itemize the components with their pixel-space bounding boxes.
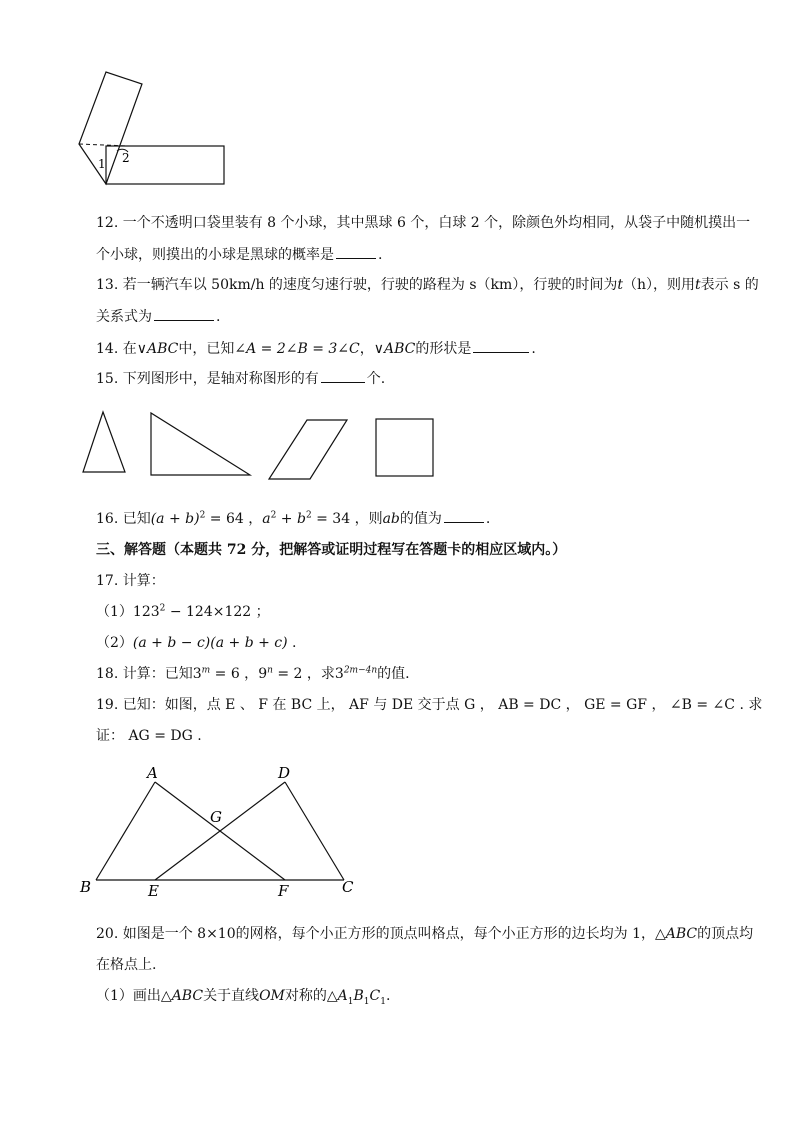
q15-shapes: [78, 408, 440, 480]
q17-title: 17. 计算：: [96, 573, 165, 589]
q18-line: 18. 计算：已知$3^m = 6$ ，$9^n = 2$ ，求$3^{2m-4n}$的值.: [96, 665, 410, 682]
q16-line: 16. 已知$(a + b)^2 = 64$ ，$a^2 + b^2 = 34$ ，则ab的值为 .: [96, 508, 490, 529]
q20-line2: 在格点上.: [96, 957, 157, 973]
label-D: D: [278, 764, 291, 782]
label-C: C: [342, 878, 354, 896]
answer-blank: [321, 368, 365, 383]
q15-line: 15. 下列图形中，是轴对称图形的有 个.: [96, 368, 385, 389]
label-G: G: [210, 808, 222, 826]
q19-line1: 19. 已知：如图，点 E 、 F 在 BC 上， AF 与 DE 交于点 G ， AB = DC ， GE = GF ， ∠B = ∠C . 求: [96, 697, 763, 713]
square: [376, 419, 433, 476]
parallelogram: [269, 420, 347, 479]
q17-part2: （2）(a + b − c)(a + b + c) .: [96, 635, 297, 651]
section-3-heading: 三、解答题（本题共 72 分，把解答或证明过程写在答题卡的相应区域内。）: [96, 542, 567, 558]
segment-AB: [96, 782, 155, 880]
folded-part: [79, 72, 142, 184]
segment-DC: [285, 782, 344, 880]
folded-strip-figure: [70, 66, 240, 192]
answer-blank: [336, 244, 376, 259]
q12-line2: 个小球，则摸出的小球是黑球的概率是 .: [96, 244, 382, 265]
q17-part1: $(1)123^2 - 124\times 122$ ；: [96, 603, 270, 620]
q13-line1: 13. 若一辆汽车以 50km/h 的速度匀速行驶，行驶的路程为 s（km），行驶的时间为t（h），则用t表示 s 的: [96, 277, 759, 293]
isosceles-triangle: [83, 412, 125, 472]
q20-line3: （1）画出△ABC关于直线OM对称的$\triangle A_1B_1C_1$.: [96, 988, 391, 1007]
q12-line1: 12. 一个不透明口袋里装有 8 个小球，其中黑球 6 个，白球 2 个，除颜色外均相同，从袋子中随机摸出一: [96, 215, 751, 231]
label-E: E: [148, 882, 159, 900]
q19-line2: 证： AG = DG .: [96, 728, 202, 744]
q20-line1: 20. 如图是一个 8×10的网格，每个小正方形的顶点叫格点，每个小正方形的边长均为 1，△ABC的顶点均: [96, 926, 754, 942]
q19-triangle-figure: [74, 760, 364, 905]
answer-blank: [444, 508, 484, 523]
answer-blank: [473, 338, 529, 353]
label-A: A: [147, 764, 158, 782]
q14-line: 14. 在∨ABC中，已知∠A = 2∠B = 3∠C，∨ABC的形状是 .: [96, 338, 536, 359]
answer-blank: [154, 306, 214, 321]
angle-label-1: 1: [98, 157, 106, 171]
label-B: B: [80, 878, 92, 896]
label-F: F: [278, 882, 289, 900]
q13-line2: 关系式为 .: [96, 306, 220, 327]
right-triangle: [151, 413, 250, 475]
angle-label-2: 2: [122, 151, 130, 165]
